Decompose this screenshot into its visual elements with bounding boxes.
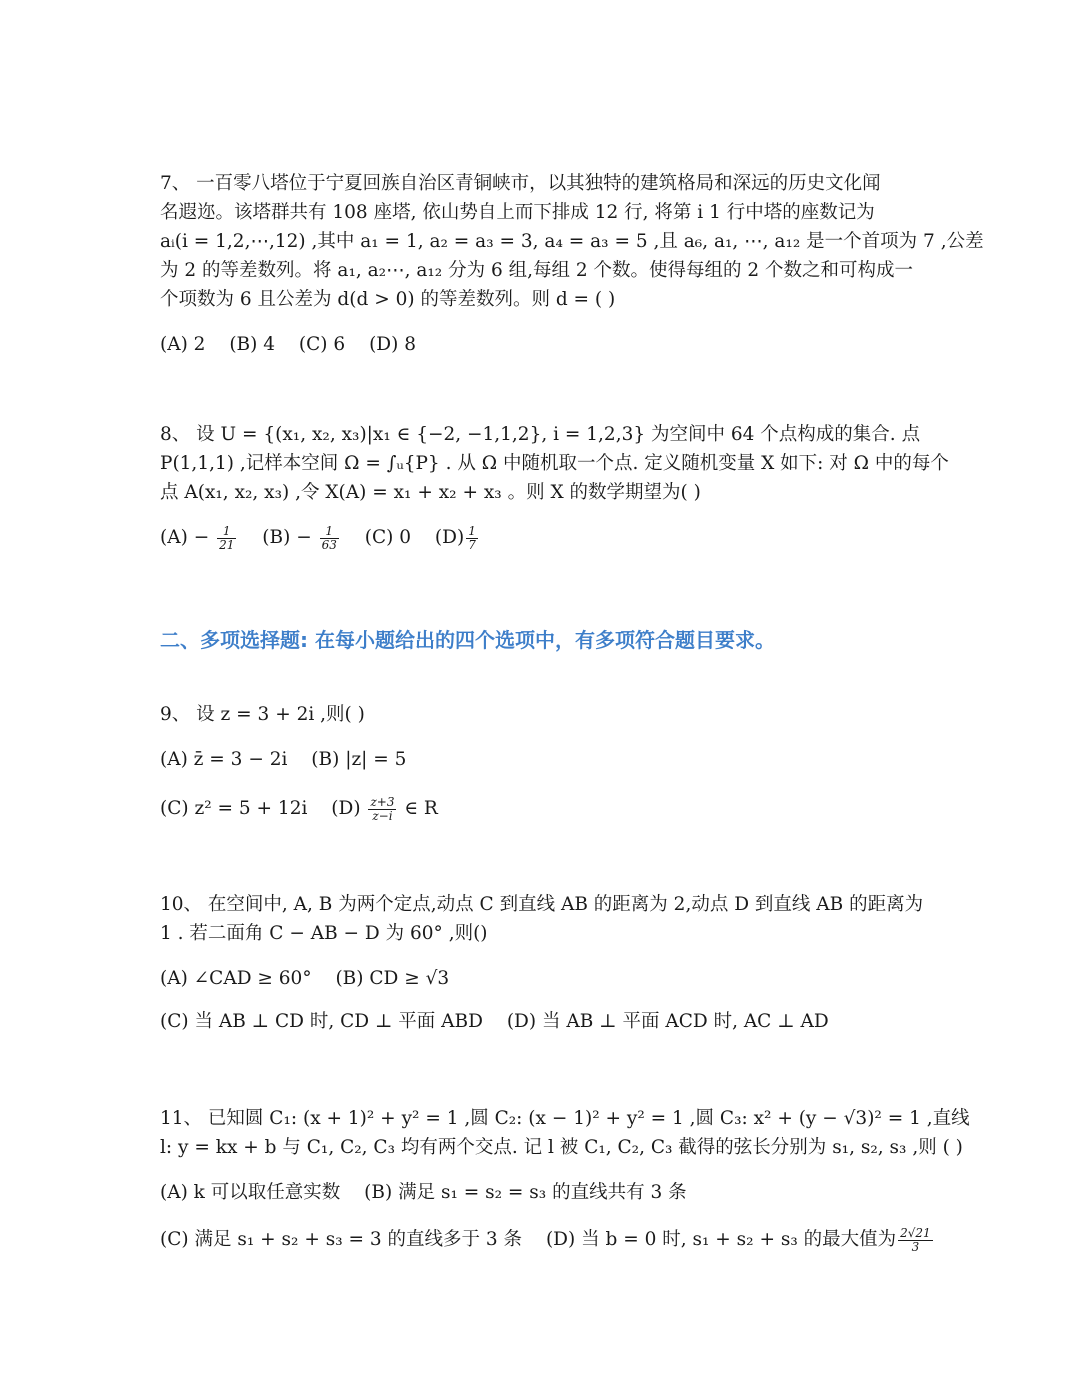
- option-c: (C) 当 AB ⊥ CD 时, CD ⊥ 平面 ABD: [160, 1011, 483, 1032]
- fraction: [466, 525, 478, 552]
- fraction-numerator: 1: [468, 523, 476, 538]
- question-9-options: [160, 745, 930, 823]
- question-7-line: 7、 一百零八塔位于宁夏回族自治区青铜峡市，以其独特的建筑格局和深远的历史文化闻: [160, 173, 881, 194]
- option-a: (A) z̄ = 3 − 2i: [160, 749, 288, 770]
- question-11-options: [160, 1178, 930, 1254]
- option-b: (B) CD ≥ √3: [335, 968, 450, 989]
- option-label: (C): [364, 527, 394, 548]
- option-b: (B) 4: [229, 334, 276, 355]
- option-c: (C) z² = 5 + 12i: [160, 798, 308, 819]
- option-label: (D): [434, 527, 465, 548]
- option-c: [365, 523, 411, 552]
- question-7-line: 名遐迩。该塔群共有 108 座塔, 依山势自上而下排成 12 行, 将第 i 1 行中塔的座数记为: [160, 202, 875, 223]
- option-d: (D) 8: [369, 334, 416, 355]
- question-7-options: [160, 330, 930, 359]
- option-a: (A) 2: [160, 334, 206, 355]
- question-10-line: 1 . 若二面角 C − AB − D 为 60° ,则(): [160, 923, 488, 944]
- option-b: (B) |z| = 5: [311, 749, 407, 770]
- question-10: [160, 890, 930, 1036]
- question-10-line: 10、 在空间中, A, B 为两个定点,动点 C 到直线 AB 的距离为 2,动点 D 到直线 AB 的距离为: [160, 894, 924, 915]
- option-d: [546, 1225, 935, 1254]
- option-tail: ∈ R: [404, 798, 438, 819]
- fraction-numerator: 2√21: [900, 1225, 931, 1240]
- fraction: [368, 796, 396, 823]
- question-8-line: P(1,1,1) ,记样本空间 Ω = ∫ᵤ{P} . 从 Ω 中随机取一个点. 定义随机变量 X 如下: 对 Ω 中的每个: [160, 453, 949, 474]
- option-label: (A): [160, 527, 188, 548]
- option-a: (A) k 可以取任意实数: [160, 1182, 341, 1203]
- question-9: [160, 700, 930, 823]
- option-label: (D): [331, 798, 361, 819]
- option-a: [160, 523, 238, 552]
- question-7-line: 为 2 的等差数列。将 a₁, a₂⋯, a₁₂ 分为 6 组,每组 2 个数。使得每组的 2 个数之和可构成一: [160, 260, 914, 281]
- option-d: [435, 523, 480, 552]
- question-7-line: 个项数为 6 且公差为 d(d > 0) 的等差数列。则 d = ( ): [160, 289, 616, 310]
- option-d: [331, 794, 438, 823]
- option-b: (B) 满足 s₁ = s₂ = s₃ 的直线共有 3 条: [364, 1182, 687, 1203]
- option-label: (B): [262, 527, 291, 548]
- fraction-denominator: 3: [911, 1239, 920, 1254]
- fraction: [217, 525, 236, 552]
- fraction-denominator: 63: [321, 537, 337, 552]
- option-sign: −: [296, 527, 312, 548]
- question-8-line: 8、 设 U = {(x₁, x₂, x₃)|x₁ ∈ {−2, −1,1,2}, i = 1,2,3} 为空间中 64 个点构成的集合. 点: [160, 424, 921, 445]
- fraction-numerator: 1: [320, 525, 339, 539]
- option-d: (D) 当 AB ⊥ 平面 ACD 时, AC ⊥ AD: [506, 1011, 829, 1032]
- fraction: [320, 525, 339, 552]
- fraction: [898, 1227, 933, 1254]
- question-8-options: [160, 523, 930, 552]
- fraction-numerator: 1: [217, 525, 236, 539]
- question-7: [160, 169, 984, 359]
- question-7-line: aᵢ(i = 1,2,⋯,12) ,其中 a₁ = 1, a₂ = a₃ = 3, a₄ = a₃ = 5 ,且 a₆, a₁, ⋯, a₁₂ 是一个首项为 7 ,公差: [160, 231, 984, 252]
- fraction-denominator: 7: [468, 537, 476, 552]
- question-11-line: 11、 已知圆 C₁: (x + 1)² + y² = 1 ,圆 C₂: (x − 1)² + y² = 1 ,圆 C₃: x² + (y − √3)² = 1 ,直线: [160, 1108, 970, 1129]
- question-8-line: 点 A(x₁, x₂, x₃) ,令 X(A) = x₁ + x₂ + x₃ 。则 X 的数学期望为( ): [160, 482, 701, 503]
- question-9-stem: 9、 设 z = 3 + 2i ,则( ): [160, 704, 365, 725]
- option-c: (C) 6: [298, 334, 346, 355]
- question-11-line: l: y = kx + b 与 C₁, C₂, C₃ 均有两个交点. 记 l 被 C₁, C₂, C₃ 截得的弦长分别为 s₁, s₂, s₃ ,则 ( ): [160, 1137, 963, 1158]
- question-8: [160, 420, 949, 552]
- section-heading: 二、多项选择题: 在每小题给出的四个选项中，有多项符合题目要求。: [160, 628, 775, 652]
- fraction-denominator: 21: [219, 537, 235, 552]
- question-10-options: [160, 964, 930, 1036]
- option-value: 0: [399, 527, 412, 548]
- option-sign: −: [193, 527, 210, 548]
- question-11: [160, 1104, 970, 1254]
- option-b: [262, 523, 341, 552]
- fraction-numerator: z+3: [370, 794, 395, 809]
- option-a: (A) ∠CAD ≥ 60°: [160, 968, 312, 989]
- fraction-denominator: z−i: [372, 808, 393, 823]
- option-c: (C) 满足 s₁ + s₂ + s₃ = 3 的直线多于 3 条: [160, 1229, 523, 1250]
- option-text: (D) 当 b = 0 时, s₁ + s₂ + s₃ 的最大值为: [545, 1229, 897, 1250]
